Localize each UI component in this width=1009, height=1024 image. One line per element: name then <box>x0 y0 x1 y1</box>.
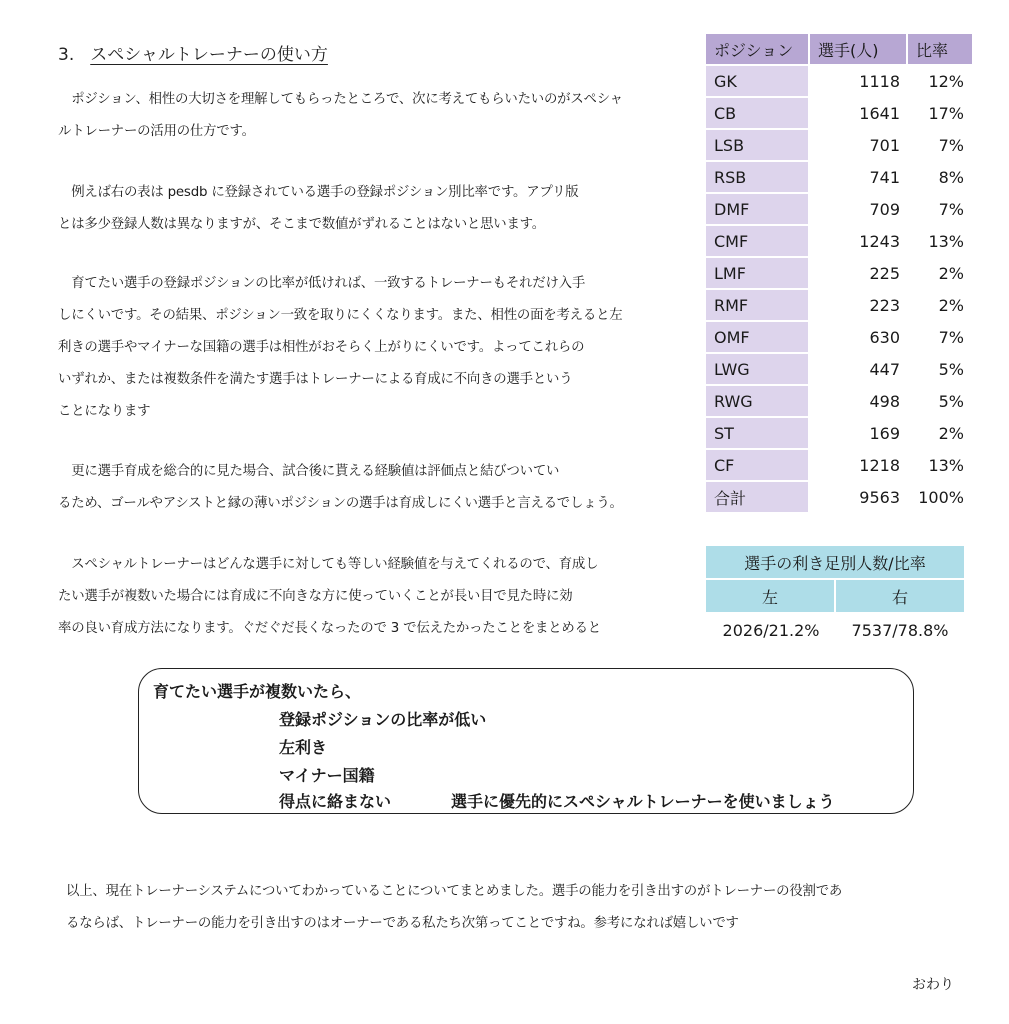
paragraph-line: 育てたい選手の登録ポジションの比率が低ければ、一致するトレーナーもそれだけ入手 <box>58 276 586 291</box>
total-ratio-cell: 100% <box>908 482 972 514</box>
paragraph-3 <box>58 268 698 428</box>
paragraph-line: ことになります <box>58 404 151 419</box>
paragraph-line: るため、ゴールやアシストと縁の薄いポジションの選手は育成しにくい選手と言えるでしょう。 <box>58 496 623 511</box>
table-row <box>706 354 972 386</box>
summary-box <box>138 668 914 814</box>
section-title: スペシャルトレーナーの使い方 <box>90 45 328 65</box>
paragraph-5 <box>58 549 698 645</box>
section-heading <box>58 40 328 65</box>
total-label-cell: 合計 <box>706 482 810 514</box>
table-row <box>706 226 972 258</box>
right-foot-header: 右 <box>836 580 964 612</box>
foot-ratio-table <box>706 546 964 647</box>
paragraph-4 <box>58 456 698 520</box>
left-foot-value: 2026/21.2% <box>722 620 820 640</box>
ratio-cell: 12% <box>908 66 972 98</box>
table-row <box>706 66 972 98</box>
table-row <box>706 194 972 226</box>
foot-table-title: 選手の利き足別人数/比率 <box>706 546 964 580</box>
position-cell: ST <box>706 418 810 450</box>
players-cell: 709 <box>810 194 908 226</box>
table-row <box>706 450 972 482</box>
ratio-cell: 2% <box>908 258 972 290</box>
paragraph-line: 例えば右の表は pesdb に登録されている選手の登録ポジション別比率です。アプリ版 <box>58 185 579 200</box>
paragraph-line: とは多少登録人数は異なりますが、そこまで数値がずれることはないと思います。 <box>58 217 545 232</box>
position-cell: CF <box>706 450 810 482</box>
ratio-cell: 8% <box>908 162 972 194</box>
paragraph-line: しにくいです。その結果、ポジション一致を取りにくくなります。また、相性の面を考えると左 <box>58 308 623 323</box>
players-cell: 630 <box>810 322 908 354</box>
players-cell: 1243 <box>810 226 908 258</box>
position-cell: RSB <box>706 162 810 194</box>
players-cell: 498 <box>810 386 908 418</box>
players-cell: 701 <box>810 130 908 162</box>
position-cell: LSB <box>706 130 810 162</box>
conclusion-line: 以上、現在トレーナーシステムについてわかっていることについてまとめました。選手の能力を引き出すのがトレーナーの役割であ <box>66 884 843 899</box>
paragraph-1 <box>58 84 698 148</box>
players-cell: 1641 <box>810 98 908 130</box>
position-cell: DMF <box>706 194 810 226</box>
players-cell: 447 <box>810 354 908 386</box>
summary-condition-nationality: マイナー国籍 <box>279 766 375 785</box>
right-foot-value: 7537/78.8% <box>851 620 949 640</box>
header-players: 選手(人) <box>810 34 908 66</box>
ratio-cell: 17% <box>908 98 972 130</box>
players-cell: 741 <box>810 162 908 194</box>
left-foot-header: 左 <box>706 580 836 612</box>
ratio-cell: 7% <box>908 194 972 226</box>
ratio-cell: 7% <box>908 130 972 162</box>
header-position: ポジション <box>706 34 810 66</box>
total-players-cell: 9563 <box>810 482 908 514</box>
table-row <box>706 258 972 290</box>
conclusion-line: るならば、トレーナーの能力を引き出すのはオーナーである私たち次第ってことですね。参考になれば嬉しいです <box>66 916 739 931</box>
ending-text: おわり <box>912 977 954 993</box>
ratio-cell: 13% <box>908 450 972 482</box>
table-row <box>706 322 972 354</box>
table-total-row <box>706 482 972 514</box>
players-cell: 1218 <box>810 450 908 482</box>
position-cell: LMF <box>706 258 810 290</box>
paragraph-line: いずれか、または複数条件を満たす選手はトレーナーによる育成に不向きの選手という <box>58 372 573 387</box>
paragraph-line: 率の良い育成方法になります。ぐだぐだ長くなったので 3 で伝えたかったことをまとめると <box>58 621 601 636</box>
players-cell: 225 <box>810 258 908 290</box>
ratio-cell: 2% <box>908 290 972 322</box>
summary-intro: 育てたい選手が複数いたら、 <box>153 682 362 701</box>
ratio-cell: 13% <box>908 226 972 258</box>
summary-condition-ratio: 登録ポジションの比率が低い <box>279 710 487 729</box>
ratio-cell: 5% <box>908 386 972 418</box>
table-header-row <box>706 34 972 66</box>
players-cell: 169 <box>810 418 908 450</box>
table-row <box>706 418 972 450</box>
position-cell: LWG <box>706 354 810 386</box>
table-row <box>706 162 972 194</box>
table-row <box>706 386 972 418</box>
summary-action: 選手に優先的にスペシャルトレーナーを使いましょう <box>451 792 835 811</box>
position-cell: OMF <box>706 322 810 354</box>
position-ratio-table <box>706 34 972 514</box>
paragraph-2 <box>58 177 698 241</box>
table-row <box>706 130 972 162</box>
position-cell: RWG <box>706 386 810 418</box>
ratio-cell: 2% <box>908 418 972 450</box>
section-number: 3. <box>58 45 75 65</box>
position-cell: RMF <box>706 290 810 322</box>
ratio-cell: 7% <box>908 322 972 354</box>
table-row <box>706 98 972 130</box>
summary-condition-scoring: 得点に絡まない <box>279 792 392 811</box>
paragraph-line: ポジション、相性の大切さを理解してもらったところで、次に考えてもらいたいのがスペシャ <box>58 92 623 107</box>
paragraph-line: ルトレーナーの活用の仕方です。 <box>58 124 255 139</box>
summary-condition-left-foot: 左利き <box>279 738 328 757</box>
paragraph-line: たい選手が複数いた場合には育成に不向きな方に使っていくことが長い目で見た時に効 <box>58 589 573 604</box>
paragraph-line: スペシャルトレーナーはどんな選手に対しても等しい経験値を与えてくれるので、育成し <box>58 557 599 572</box>
position-cell: CMF <box>706 226 810 258</box>
conclusion-paragraph <box>66 876 966 940</box>
ratio-cell: 5% <box>908 354 972 386</box>
paragraph-line: 利きの選手やマイナーな国籍の選手は相性がおそらく上がりにくいです。よってこれらの <box>58 340 585 355</box>
players-cell: 1118 <box>810 66 908 98</box>
table-row <box>706 290 972 322</box>
paragraph-line: 更に選手育成を総合的に見た場合、試合後に貰える経験値は評価点と結びついてい <box>58 464 560 479</box>
players-cell: 223 <box>810 290 908 322</box>
position-cell: GK <box>706 66 810 98</box>
header-ratio: 比率 <box>908 34 972 66</box>
position-cell: CB <box>706 98 810 130</box>
